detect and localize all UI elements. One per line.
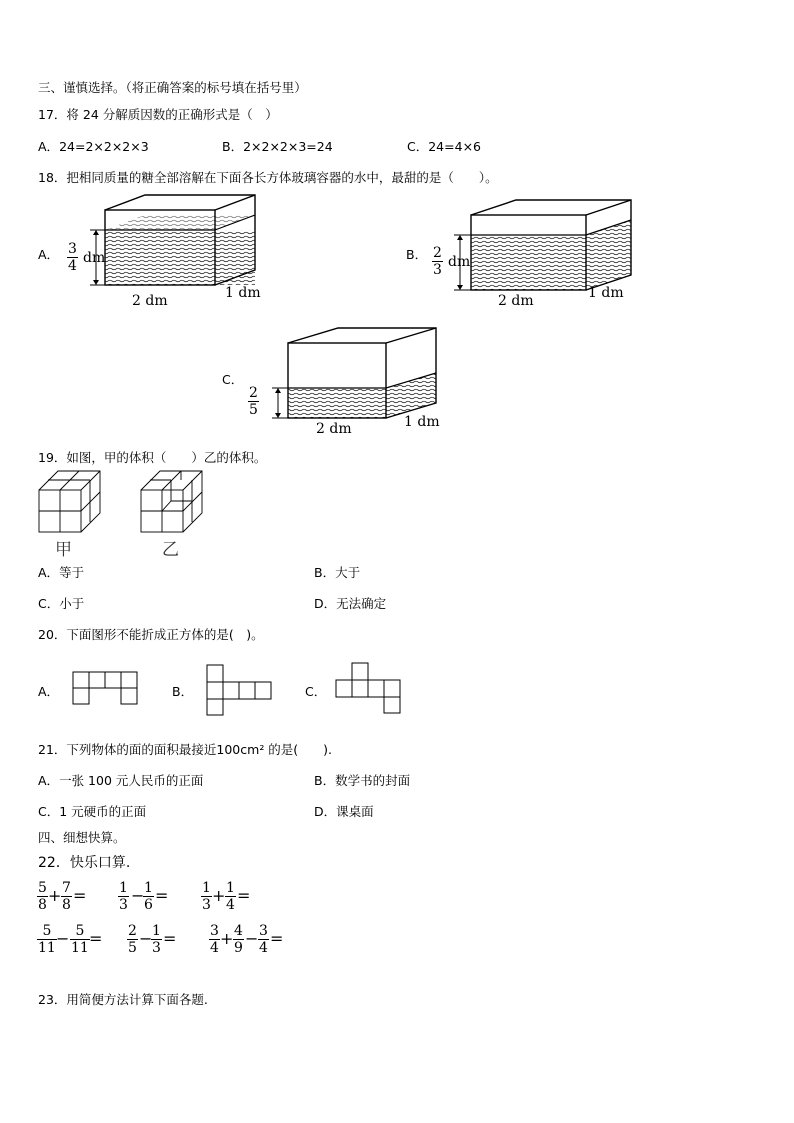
fraction-denominator: 4 xyxy=(210,940,219,956)
e6-fraction-c xyxy=(258,923,269,956)
fraction-numerator: 1 xyxy=(119,880,128,896)
q23-stem: 23．用简便方法计算下面各题. xyxy=(38,992,208,1007)
fraction-numerator: 1 xyxy=(226,880,235,896)
container-b-height-fraction xyxy=(432,245,443,278)
e1-fraction-b xyxy=(61,880,72,913)
fraction-denominator: 3 xyxy=(202,897,211,913)
q17-option-b[interactable] xyxy=(222,137,333,155)
fraction-numerator: 5 xyxy=(42,923,52,939)
cube-net-a-figure xyxy=(72,671,138,705)
e3-operator: + xyxy=(212,886,226,905)
container-a-width: 1 dm xyxy=(225,285,261,301)
q20-option-c-letter[interactable]: C． xyxy=(305,684,327,699)
q21-option-b[interactable] xyxy=(314,771,410,789)
fraction-numerator: 3 xyxy=(210,923,219,939)
option-text: 数学书的封面 xyxy=(335,773,411,788)
e1-operator: + xyxy=(48,886,62,905)
option-text: 小于 xyxy=(59,596,85,611)
container-a-height-unit: dm xyxy=(83,250,106,266)
e3-fraction-b xyxy=(225,880,236,913)
fraction-denominator: 3 xyxy=(152,940,161,956)
fraction-numerator: 5 xyxy=(38,880,47,896)
q21-option-a[interactable] xyxy=(38,771,203,789)
fraction-numerator: 2 xyxy=(249,385,258,401)
q17-option-a[interactable] xyxy=(38,137,149,155)
container-b-width: 1 dm xyxy=(588,285,624,301)
q17-option-c[interactable] xyxy=(407,137,481,155)
container-c-width: 1 dm xyxy=(404,414,440,430)
section-4-title: 四、细想快算。 xyxy=(38,830,126,845)
q20-option-b-letter[interactable]: B． xyxy=(172,684,194,699)
container-c-height-fraction xyxy=(248,385,259,418)
container-b-length: 2 dm xyxy=(498,293,534,309)
e5-operator: − xyxy=(139,929,153,948)
option-text: 2×2×2×3=24 xyxy=(243,139,333,154)
option-letter: D． xyxy=(314,596,337,611)
fraction-denominator: 4 xyxy=(226,897,235,913)
e4-equals: = xyxy=(89,929,103,948)
container-a-length: 2 dm xyxy=(132,293,168,309)
e2-fraction-a xyxy=(118,880,129,913)
option-text: 等于 xyxy=(59,565,85,580)
e3-equals: = xyxy=(237,886,251,905)
e1-equals: = xyxy=(73,886,87,905)
q19-option-d[interactable] xyxy=(314,594,386,612)
fraction-numerator: 4 xyxy=(234,923,243,939)
option-letter: B． xyxy=(314,773,336,788)
q21-stem: 21．下列物体的面的面积最接近100cm² 的是( ). xyxy=(38,742,333,757)
fraction-denominator: 3 xyxy=(433,262,442,278)
e6-operator-1: + xyxy=(220,929,234,948)
q21-option-c[interactable] xyxy=(38,802,146,820)
e4-fraction-b xyxy=(70,923,90,956)
option-text: 24=2×2×2×3 xyxy=(59,139,149,154)
fraction-numerator: 7 xyxy=(62,880,71,896)
cube-stack-yi-figure xyxy=(140,470,210,535)
fraction-denominator: 5 xyxy=(128,940,137,956)
q19-option-a[interactable] xyxy=(38,563,84,581)
option-letter: B． xyxy=(314,565,336,580)
fraction-denominator: 4 xyxy=(68,258,77,274)
fraction-denominator: 9 xyxy=(234,940,243,956)
e6-equals: = xyxy=(270,929,284,948)
fraction-numerator: 2 xyxy=(433,245,442,261)
e6-fraction-a xyxy=(209,923,220,956)
fraction-denominator: 8 xyxy=(62,897,71,913)
option-letter: C． xyxy=(407,139,429,154)
option-letter: D． xyxy=(314,804,337,819)
q18-option-c-letter[interactable]: C． xyxy=(222,372,244,387)
fraction-numerator: 3 xyxy=(68,241,77,257)
fraction-numerator: 1 xyxy=(144,880,153,896)
cube-net-b-figure xyxy=(206,664,272,716)
container-b-height-unit: dm xyxy=(448,254,471,270)
option-text: 一张 100 元人民币的正面 xyxy=(59,773,204,788)
container-c-figure xyxy=(246,328,446,423)
fraction-denominator: 3 xyxy=(119,897,128,913)
container-a-height-fraction xyxy=(67,241,78,274)
q19-option-b[interactable] xyxy=(314,563,360,581)
label-jia: 甲 xyxy=(55,540,72,560)
fraction-denominator: 8 xyxy=(38,897,47,913)
q19-option-c[interactable] xyxy=(38,594,84,612)
q18-stem: 18．把相同质量的糖全部溶解在下面各长方体玻璃容器的水中，最甜的是（ ）。 xyxy=(38,170,498,185)
e3-fraction-a xyxy=(201,880,212,913)
q20-stem: 20．下面图形不能折成正方体的是( )。 xyxy=(38,627,264,642)
option-text: 1 元硬币的正面 xyxy=(59,804,147,819)
q18-option-b-letter[interactable]: B． xyxy=(406,247,428,262)
container-c-length: 2 dm xyxy=(316,421,352,437)
e2-fraction-b xyxy=(143,880,154,913)
e5-fraction-b xyxy=(151,923,162,956)
fraction-denominator: 5 xyxy=(249,402,258,418)
option-letter: A． xyxy=(38,139,60,154)
section-3-title: 三、谨慎选择。（将正确答案的标号填在括号里） xyxy=(38,80,307,95)
q17-stem: 17．将 24 分解质因数的正确形式是（ ） xyxy=(38,107,278,122)
e5-fraction-a xyxy=(127,923,138,956)
q18-option-a-letter[interactable]: A． xyxy=(38,247,60,262)
cube-net-c-figure xyxy=(335,662,403,714)
e5-equals: = xyxy=(163,929,177,948)
e2-operator: − xyxy=(131,886,145,905)
container-b-figure xyxy=(426,200,636,295)
option-letter: C． xyxy=(38,596,60,611)
fraction-denominator: 4 xyxy=(259,940,268,956)
option-letter: B． xyxy=(222,139,244,154)
e4-fraction-a xyxy=(37,923,57,956)
option-text: 大于 xyxy=(335,565,361,580)
option-text: 无法确定 xyxy=(336,596,387,611)
cube-stack-jia-figure xyxy=(38,470,108,535)
fraction-numerator: 1 xyxy=(202,880,211,896)
fraction-denominator: 11 xyxy=(38,940,56,956)
e6-operator-2: − xyxy=(245,929,259,948)
option-letter: A． xyxy=(38,565,60,580)
q19-stem: 19．如图，甲的体积（ ）乙的体积。 xyxy=(38,450,267,465)
option-text: 24=4×6 xyxy=(428,139,481,154)
fraction-numerator: 3 xyxy=(259,923,268,939)
fraction-denominator: 6 xyxy=(144,897,153,913)
e6-fraction-b xyxy=(233,923,244,956)
option-text: 课桌面 xyxy=(336,804,374,819)
label-yi: 乙 xyxy=(162,540,179,560)
fraction-numerator: 2 xyxy=(128,923,137,939)
e2-equals: = xyxy=(155,886,169,905)
option-letter: A． xyxy=(38,773,60,788)
fraction-numerator: 5 xyxy=(75,923,85,939)
q20-option-a-letter[interactable]: A． xyxy=(38,684,60,699)
e1-fraction-a xyxy=(37,880,48,913)
q21-option-d[interactable] xyxy=(314,802,374,820)
q22-stem: 22．快乐口算. xyxy=(38,855,131,871)
fraction-denominator: 11 xyxy=(71,940,89,956)
fraction-numerator: 1 xyxy=(152,923,161,939)
e4-operator: − xyxy=(56,929,70,948)
option-letter: C． xyxy=(38,804,60,819)
